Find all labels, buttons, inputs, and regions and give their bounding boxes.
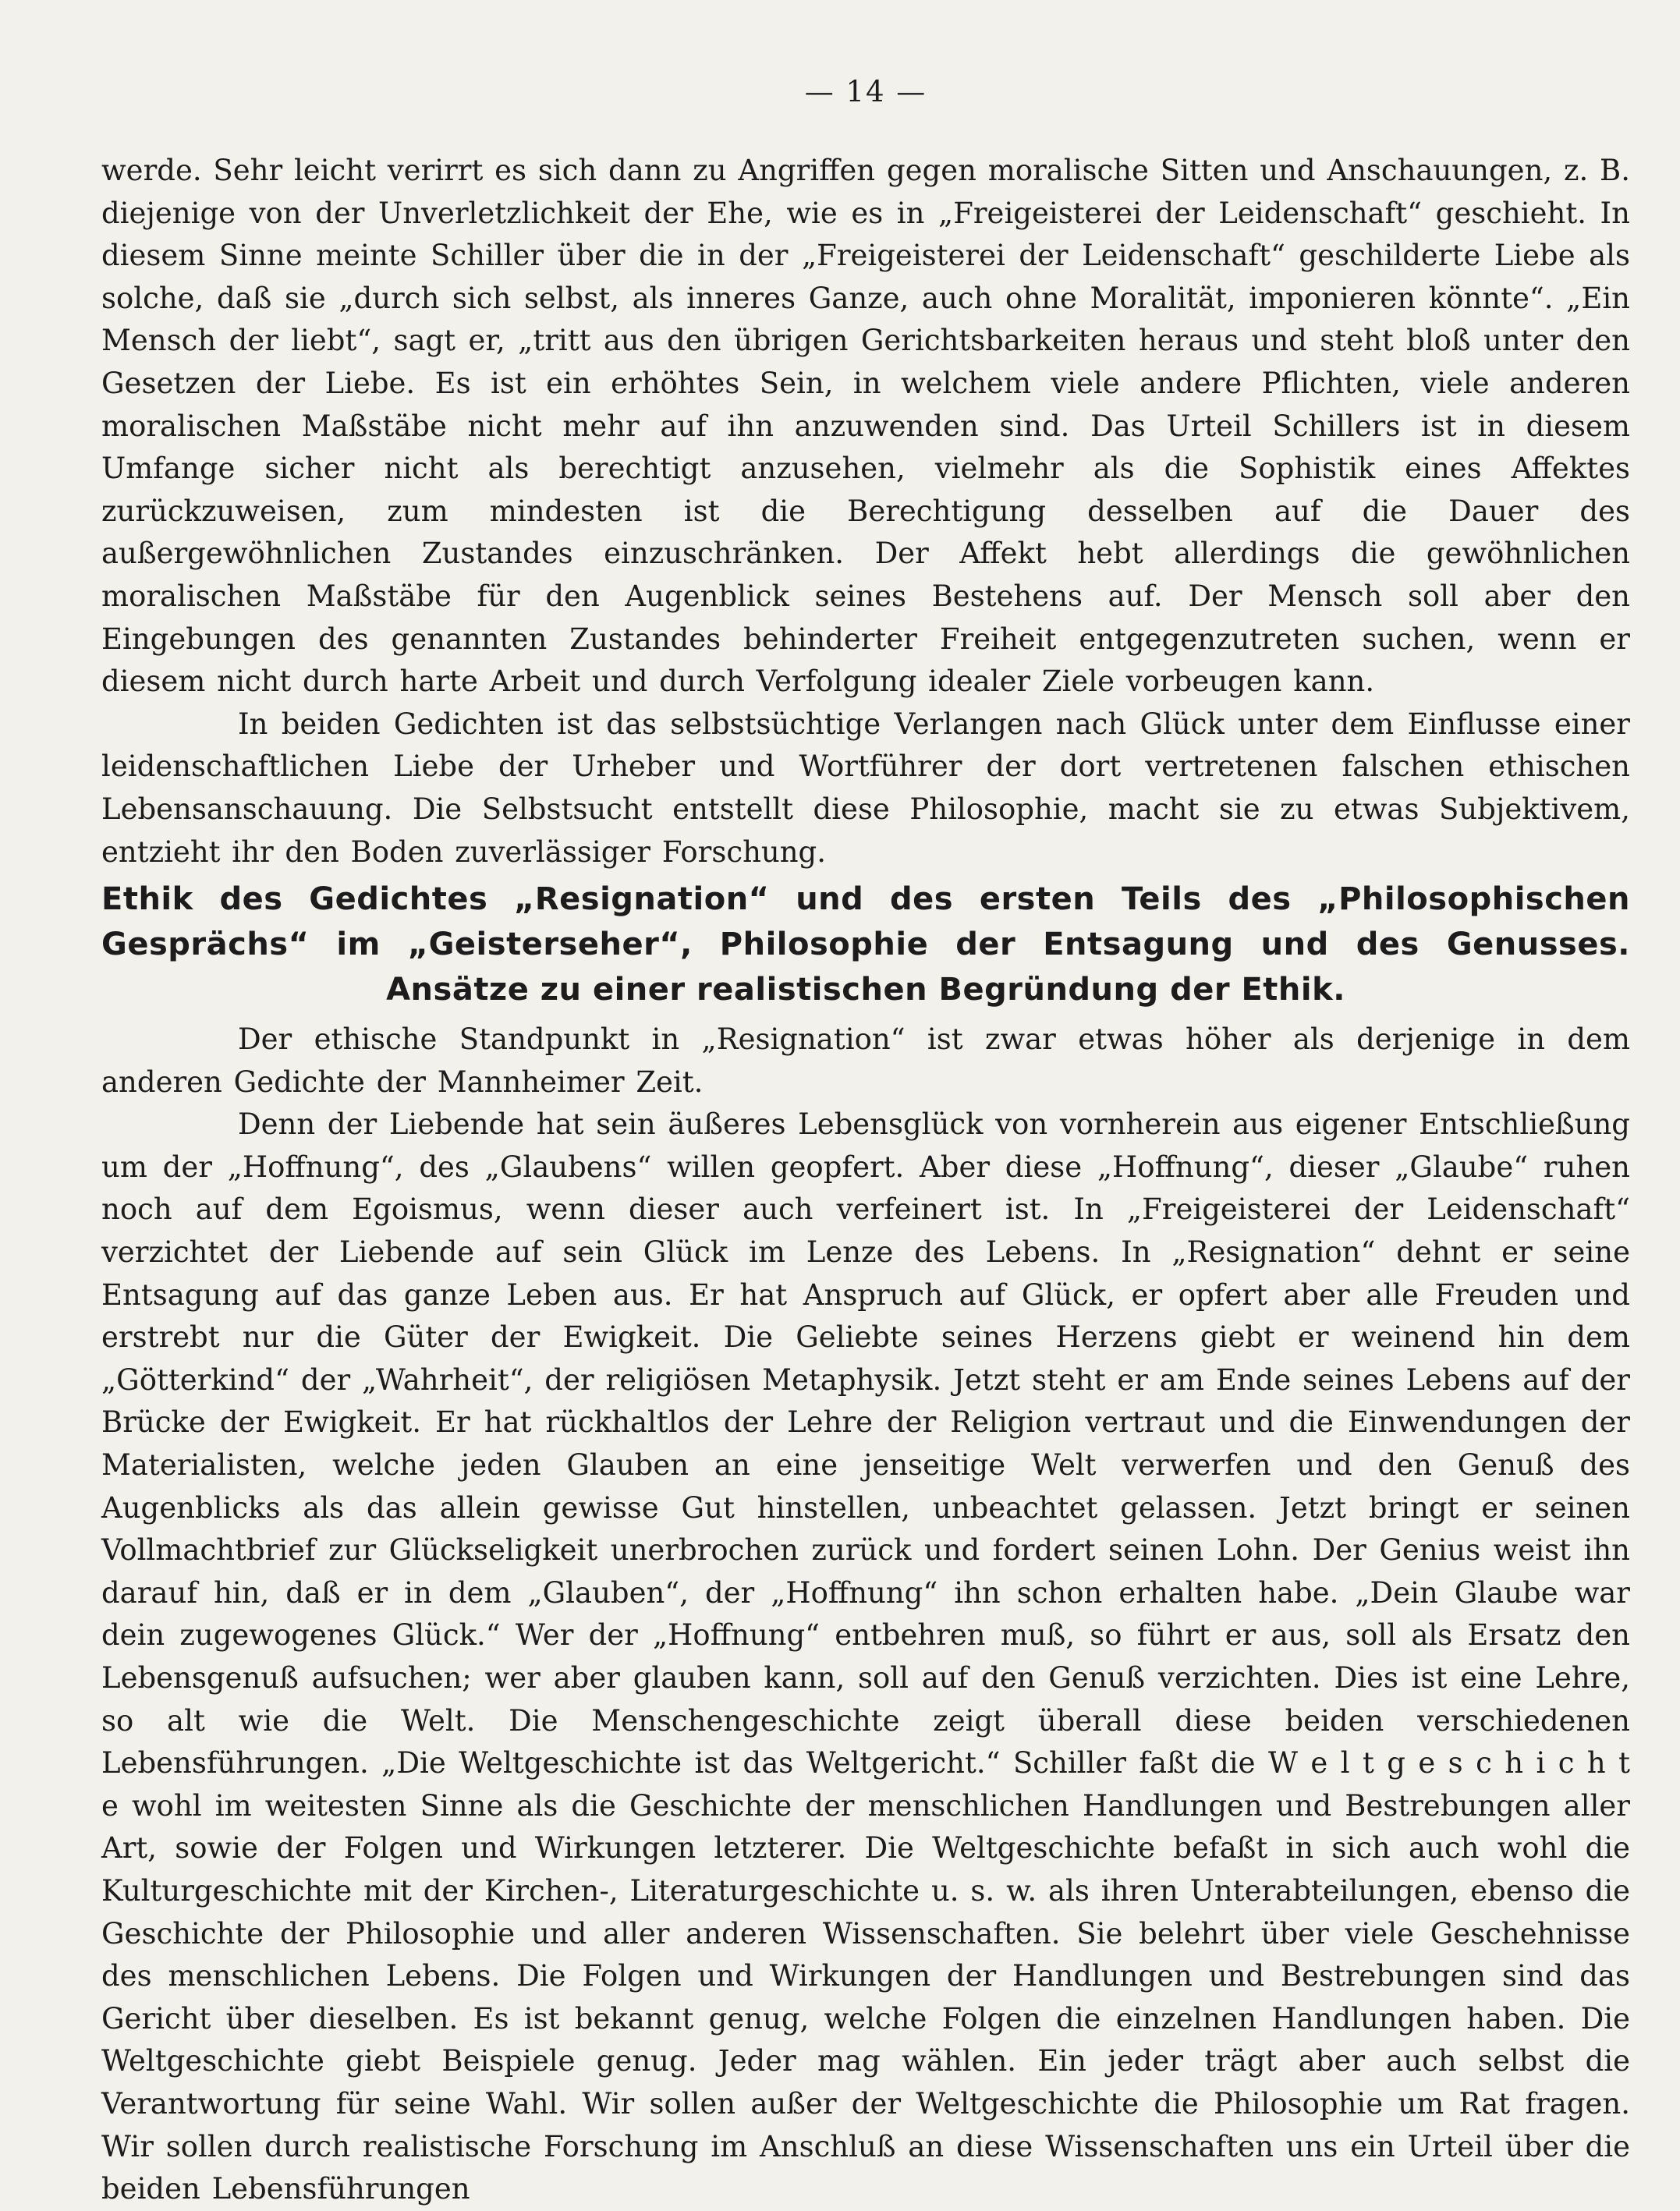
paragraph-4: Denn der Liebende hat sein äußeres Lebensglück von vornherein aus eigener Entschließung um der „Hoffnung“, des „Glaubens“ willen geopfert. Aber diese „Hoffnung“, dieser „Glaube“ ruhen noch auf dem Egoismus, wenn dieser auch verfeinert ist. In „Freigeisterei der Leidenschaft“ verzichtet der Liebende auf sein Glück im Lenze des Lebens. In „Resignation“ dehnt er seine Entsagung auf das ganze Leben aus. Er hat Anspruch auf Glück, er opfert aber alle Freuden und erstrebt nur die Güter der Ewigkeit. Die Geliebte seines Herzens giebt er weinend hin dem „Götterkind“ der „Wahrheit“, der religiösen Metaphysik. Jetzt steht er am Ende seines Lebens auf der Brücke der Ewigkeit. Er hat rückhaltlos der Lehre der Religion vertraut und die Einwendungen der Materialisten, welche jeden Glauben an eine jenseitige Welt verwerfen und den Genuß des Augenblicks als das allein gewisse Gut hinstellen, unbeachtet gelassen. Jetzt bringt er seinen Vollmachtbrief zur Glückseligkeit unerbrochen zurück und fordert seinen Lohn. Der Genius weist ihn darauf hin, daß er in dem „Glauben“, der „Hoffnung“ ihn schon erhalten habe. „Dein Glaube war dein zugewogenes Glück.“ Wer der „Hoffnung“ entbehren muß, so führt er aus, soll als Ersatz den Lebensgenuß aufsuchen; wer aber glauben kann, soll auf den Genuß verzichten. Dies ist eine Lehre, so alt wie die Welt. Die Menschengeschichte zeigt überall diese beiden verschiedenen Lebensführungen. „Die Weltgeschichte ist das Weltgericht.“ Schiller faßt die W e l t g e s c h i c h t e wohl im weitesten Sinne als die Geschichte der menschlichen Handlungen und Bestrebungen aller Art, sowie der Folgen und Wirkungen letzterer. Die Weltgeschichte befaßt in sich auch wohl die Kulturgeschichte mit der Kirchen-, Literaturgeschichte u. s. w. als ihren Unterabteilungen, ebenso die Geschichte der Philosophie und aller anderen Wissenschaften. Sie belehrt über viele Geschehnisse des menschlichen Lebens. Die Folgen und Wirkungen der Handlungen und Bestrebungen sind das Gericht über dieselben. Es ist bekannt genug, welche Folgen die einzelnen Handlungen haben. Die Weltgeschichte giebt Beispiele genug. Jeder mag wählen. Ein jeder trägt aber auch selbst die Verantwortung für seine Wahl. Wir sollen außer der Weltgeschichte die Philosophie um Rat fragen. Wir sollen durch realistische Forschung im Anschluß an diese Wissenschaften uns ein Urteil über die beiden Lebensführungen [101,1107,1630,2206]
body-text [101,150,1630,2211]
document-page [101,0,1630,2206]
paragraph-1: werde. Sehr leicht verirrt es sich dann zu Angriffen gegen moralische Sitten und Anschauungen, z. B. diejenige von der Unverletzlichkeit der Ehe, wie es in „Freigeisterei der Leidenschaft“ geschieht. In diesem Sinne meinte Schiller über die in der „Freigeisterei der Leidenschaft“ geschilderte Liebe als solche, daß sie „durch sich selbst, als inneres Ganze, auch ohne Moralität, imponieren könnte“. „Ein Mensch der liebt“, sagt er, „tritt aus den übrigen Gerichtsbarkeiten heraus und steht bloß unter den Gesetzen der Liebe. Es ist ein erhöhtes Sein, in welchem viele andere Pflichten, viele anderen moralischen Maßstäbe nicht mehr auf ihn anzuwenden sind. Das Urteil Schillers ist in diesem Umfange sicher nicht als berechtigt anzusehen, vielmehr als die Sophistik eines Affektes zurückzuweisen, zum mindesten ist die Berechtigung desselben auf die Dauer des außergewöhnlichen Zustandes einzuschränken. Der Affekt hebt allerdings die gewöhnlichen moralischen Maßstäbe für den Augenblick seines Bestehens auf. Der Mensch soll aber den Eingebungen des genannten Zustandes behinderter Freiheit entgegenzutreten suchen, wenn er diesem nicht durch harte Arbeit und durch Verfolgung idealer Ziele vorbeugen kann. [101,154,1630,699]
section-heading: Ethik des Gedichtes „Resignation“ und des ersten Teils des „Philosophischen Gesprächs“ im „Geisterseher“, Philosophie der Entsagung und des Genusses. Ansätze zu einer realistischen Begründung der Ethik. [101,881,1630,1008]
paragraph-2: In beiden Gedichten ist das selbstsüchtige Verlangen nach Glück unter dem Einflusse einer leidenschaftlichen Liebe der Urheber und Wortführer der dort vertretenen falschen ethischen Lebensanschauung. Die Selbstsucht entstellt diese Philosophie, macht sie zu etwas Subjektivem, entzieht ihr den Boden zuverlässiger Forschung. [101,707,1630,869]
page-number: — 14 — [804,75,927,108]
paragraph-3: Der ethische Standpunkt in „Resignation“ ist zwar etwas höher als derjenige in dem anderen Gedichte der Mannheimer Zeit. [101,1022,1630,1099]
